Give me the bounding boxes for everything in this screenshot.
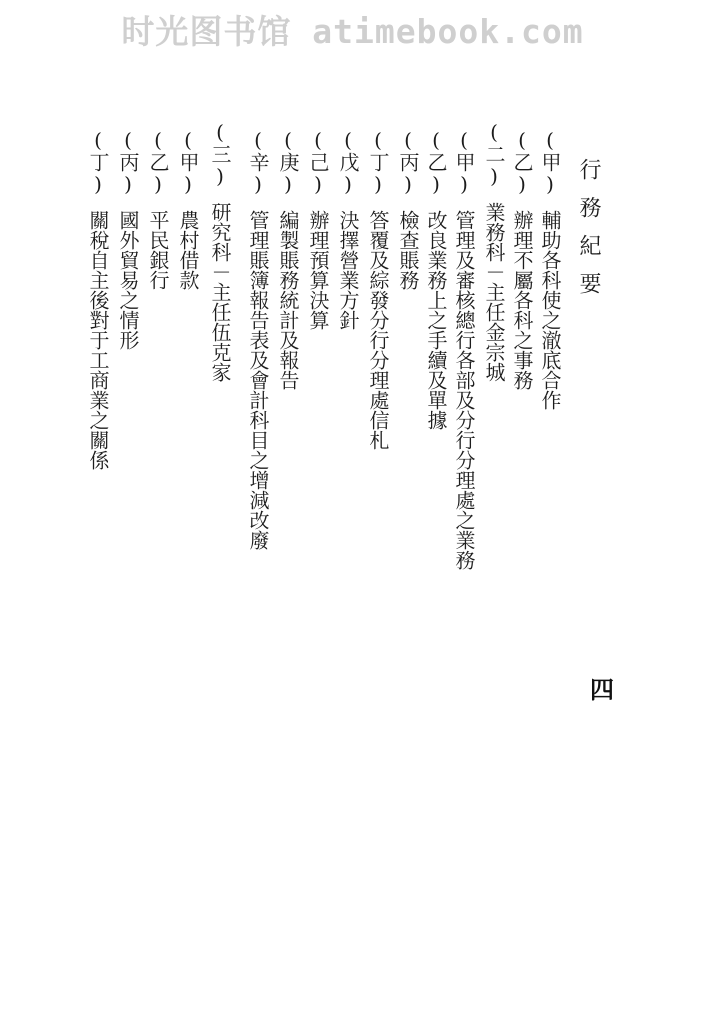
list-item (510, 128, 534, 390)
list-item (246, 128, 270, 550)
item-text: 改良業務上之手續及單據 (424, 210, 448, 430)
item-text: 國外貿易之情形 (116, 210, 140, 350)
section-heading (482, 120, 506, 382)
item-text: 檢查賬務 (396, 210, 420, 290)
item-text: 管理及審核總行各部及分行分理處之業務 (452, 210, 476, 570)
item-marker: (庚) (276, 128, 300, 196)
item-text: 辦理不屬各科之事務 (510, 210, 534, 390)
item-marker: (己) (306, 128, 330, 196)
item-marker: (甲) (452, 128, 476, 196)
list-item (396, 128, 420, 290)
item-marker: (乙) (146, 128, 170, 196)
list-item (146, 128, 170, 290)
page-header-title: 行務紀要 (576, 158, 601, 310)
item-text: 決擇營業方針 (336, 210, 360, 330)
item-marker: (丁) (366, 128, 390, 196)
watermark: 时光图书馆 atimebook.com (121, 12, 584, 51)
list-item (116, 128, 140, 350)
item-text: 編製賬務統計及報告 (276, 210, 300, 390)
item-marker: (甲) (538, 128, 562, 196)
item-marker: (丁) (86, 128, 110, 196)
item-marker: (甲) (176, 128, 200, 196)
list-item (176, 128, 200, 290)
section-marker: (三) (208, 120, 232, 188)
section-text: 業務科－主任金宗城 (482, 202, 506, 382)
item-text: 輔助各科使之澈底合作 (538, 210, 562, 410)
page-number: 四 (590, 675, 614, 704)
section-heading (208, 120, 232, 382)
item-marker: (乙) (510, 128, 534, 196)
item-marker: (丙) (116, 128, 140, 196)
list-item (306, 128, 330, 330)
item-text: 管理賬簿報告表及會計科目之增減改廢 (246, 210, 270, 550)
item-text: 關稅自主後對于工商業之關係 (86, 210, 110, 470)
section-marker: (二) (482, 120, 506, 188)
list-item (424, 128, 448, 430)
list-item (538, 128, 562, 410)
item-marker: (乙) (424, 128, 448, 196)
list-item (336, 128, 360, 330)
list-item (366, 128, 390, 450)
item-marker: (戊) (336, 128, 360, 196)
item-text: 答覆及綜發分行分理處信札 (366, 210, 390, 450)
list-item (86, 128, 110, 470)
list-item (452, 128, 476, 570)
item-text: 農村借款 (176, 210, 200, 290)
item-text: 辦理預算決算 (306, 210, 330, 330)
item-text: 平民銀行 (146, 210, 170, 290)
item-marker: (丙) (396, 128, 420, 196)
item-marker: (辛) (246, 128, 270, 196)
list-item (276, 128, 300, 390)
section-text: 研究科－主任伍克家 (208, 202, 232, 382)
